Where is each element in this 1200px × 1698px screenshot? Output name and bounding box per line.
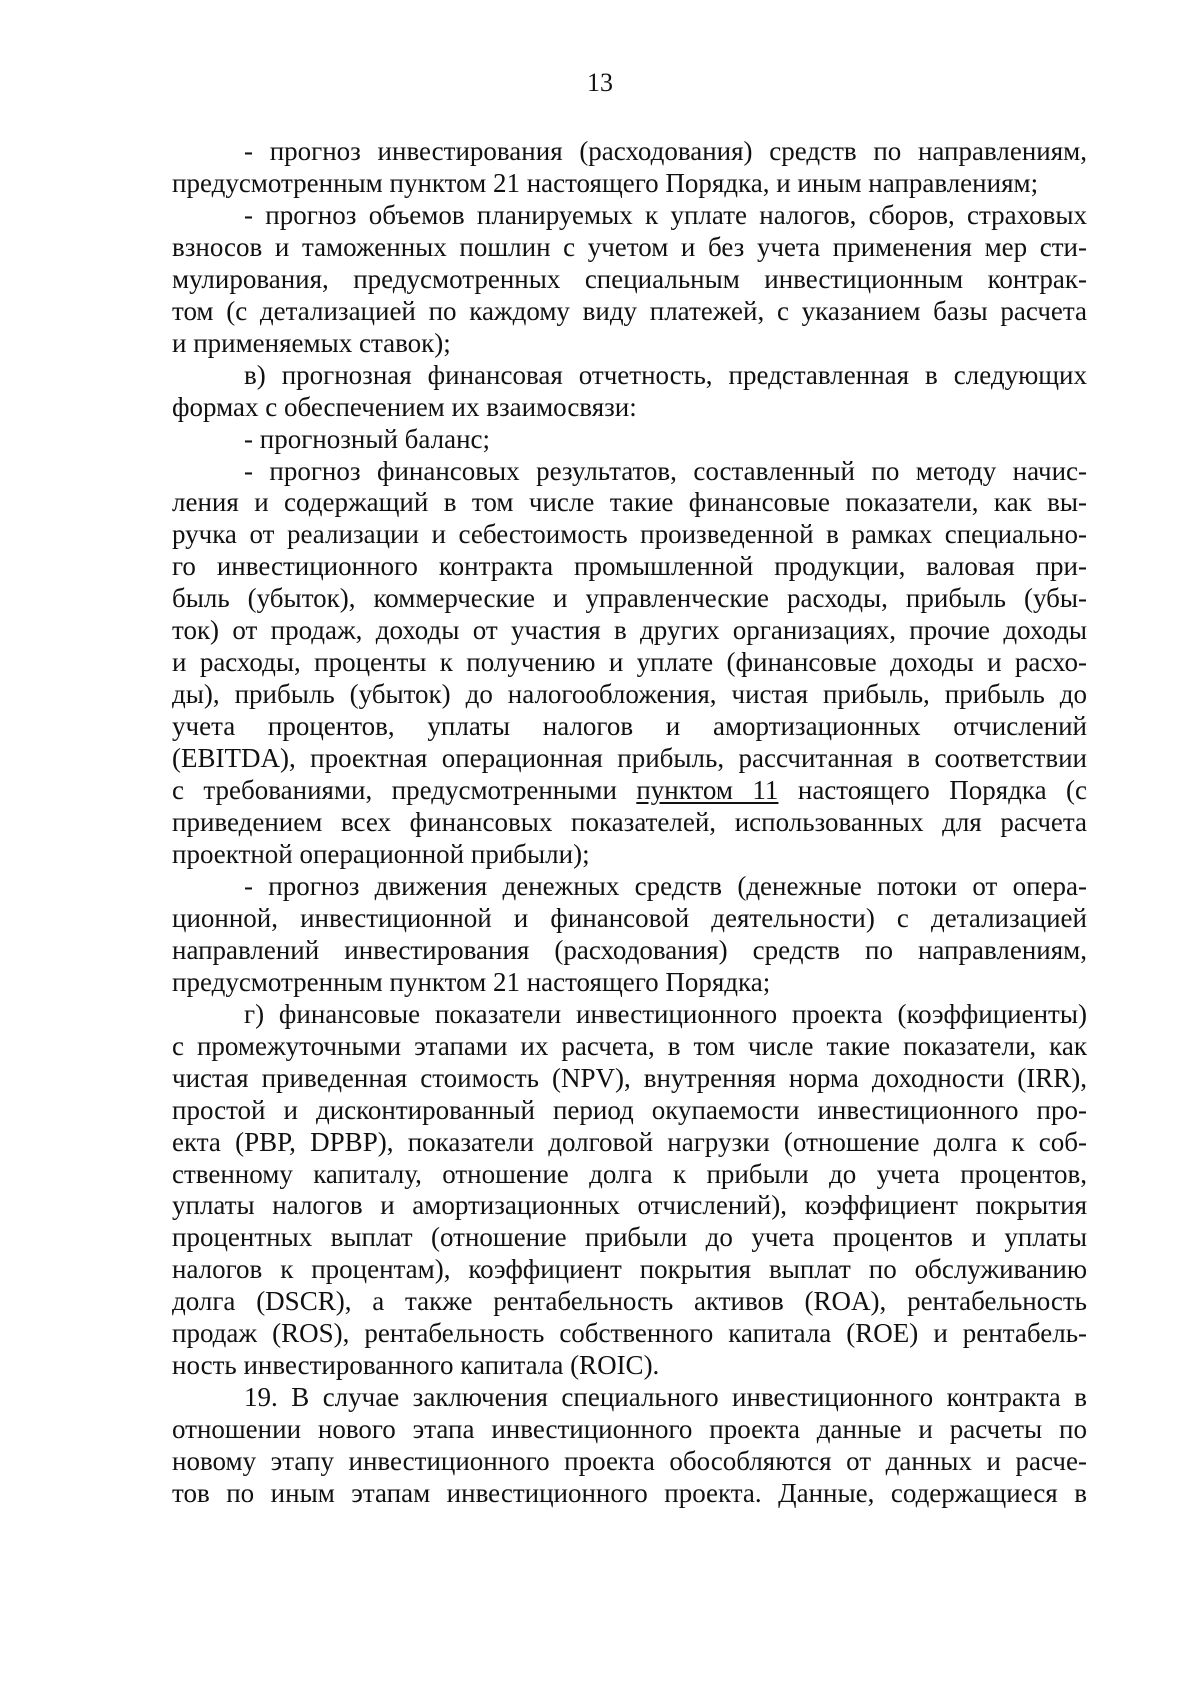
text-line: направлений инвестирования (расходования) средств по направлениям, [172,934,1087,965]
text-line: в) прогнозная финансовая отчетность, представленная в следующих [244,359,1087,390]
text-line: ность инвестированного капитала (ROIC). [172,1350,660,1381]
text-line: налогов к процентам), коэффициент покрытия выплат по обслуживанию [172,1254,1087,1285]
text-line: уплаты налогов и амортизационных отчислений), коэффициент покрытия [172,1190,1087,1221]
paragraph-investment-forecast [172,136,1087,200]
text-line: - прогноз объемов планируемых к уплате налогов, сборов, страховых [244,199,1087,230]
paragraph-tax-forecast [172,200,1087,360]
text-line: и применяемых ставок); [172,327,451,358]
text-line: тов по иным этапам инвестиционного проекта. Данные, содержащиеся в [172,1478,1087,1509]
text-line: г) финансовые показатели инвестиционного проекта (коэффициенты) [244,998,1087,1029]
text-line: - прогноз финансовых результатов, составленный по методу начис- [244,455,1087,486]
text-line: ционной, инвестиционной и финансовой деятельности) с детализацией [172,902,1087,933]
text-line: предусмотренным пунктом 21 настоящего Порядка, и иным направлениям; [172,167,1039,198]
text-line: ручка от реализации и себестоимость произведенной в рамках специально- [172,519,1087,550]
text-line: го инвестиционного контракта промышленной продукции, валовая при- [172,551,1087,582]
paragraph-financial-statements [172,360,1087,424]
paragraph-financial-results [172,456,1087,871]
clause-11-link[interactable]: пунктом 11 [636,775,779,806]
text-line: - прогноз движения денежных средств (денежные потоки от опера- [244,870,1087,901]
text-line: (EBITDA), проектная операционная прибыль, рассчитанная в соответствии [172,743,1087,774]
paragraph-balance [172,424,1087,456]
text-line: долга (DSCR), а также рентабельность активов (ROA), рентабельность [172,1286,1087,1317]
text-segment: с требованиями, предусмотренными [172,775,637,806]
text-line: - прогноз инвестирования (расходования) средств по направлениям, [244,136,1087,166]
text-line: ды), прибыль (убыток) до налогообложения, чистая прибыль, прибыль до [172,679,1087,710]
paragraph-financial-ratios [172,999,1087,1382]
text-line: приведением всех финансовых показателей, использованных для расчета [172,807,1087,838]
text-line-with-link [172,775,1087,807]
text-line: формах с обеспечением их взаимосвязи: [172,391,637,422]
text-line: ления и содержащий в том числе такие финансовые показатели, как вы- [172,487,1087,518]
text-line: отношении нового этапа инвестиционного проекта данные и расчеты по [172,1414,1087,1445]
text-line: процентных выплат (отношение прибыли до учета процентов и уплаты [172,1222,1087,1253]
text-line: проектной операционной прибыли); [172,838,590,869]
document-body [172,136,1087,1510]
text-line: екта (PBP, DPBP), показатели долговой нагрузки (отношение долга к соб- [172,1126,1087,1157]
text-line: 19. В случае заключения специального инвестиционного контракта в [244,1382,1087,1413]
paragraph-clause-19 [172,1382,1087,1510]
page-number: 13 [587,68,613,97]
text-line: чистая приведенная стоимость (NPV), внутренняя норма доходности (IRR), [172,1062,1087,1093]
text-line: том (с детализацией по каждому виду платежей, с указанием базы расчета [172,295,1087,326]
paragraph-cash-flow [172,871,1087,999]
text-line: ток) от продаж, доходы от участия в других организациях, прочие доходы [172,615,1087,646]
text-line: и расходы, проценты к получению и уплате (финансовые доходы и расхо- [172,647,1087,678]
text-segment: настоящего Порядка (с [778,775,1087,806]
text-line: простой и дисконтированный период окупаемости инвестиционного про- [172,1094,1087,1125]
text-line: быль (убыток), коммерческие и управленческие расходы, прибыль (убы- [172,583,1087,614]
text-line: продаж (ROS), рентабельность собственного капитала (ROE) и рентабель- [172,1318,1087,1349]
text-line: новому этапу инвестиционного проекта обособляются от данных и расче- [172,1446,1087,1477]
text-line: учета процентов, уплаты налогов и амортизационных отчислений [172,711,1087,742]
text-line: с промежуточными этапами их расчета, в том числе такие показатели, как [172,1030,1087,1061]
text-line: мулирования, предусмотренных специальным инвестиционным контрак- [172,263,1087,294]
text-line: - прогнозный баланс; [244,423,491,454]
text-line: предусмотренным пунктом 21 настоящего Порядка; [172,966,771,997]
text-line: ственному капиталу, отношение долга к прибыли до учета процентов, [172,1158,1087,1189]
text-line: взносов и таможенных пошлин с учетом и без учета применения мер сти- [172,231,1087,262]
